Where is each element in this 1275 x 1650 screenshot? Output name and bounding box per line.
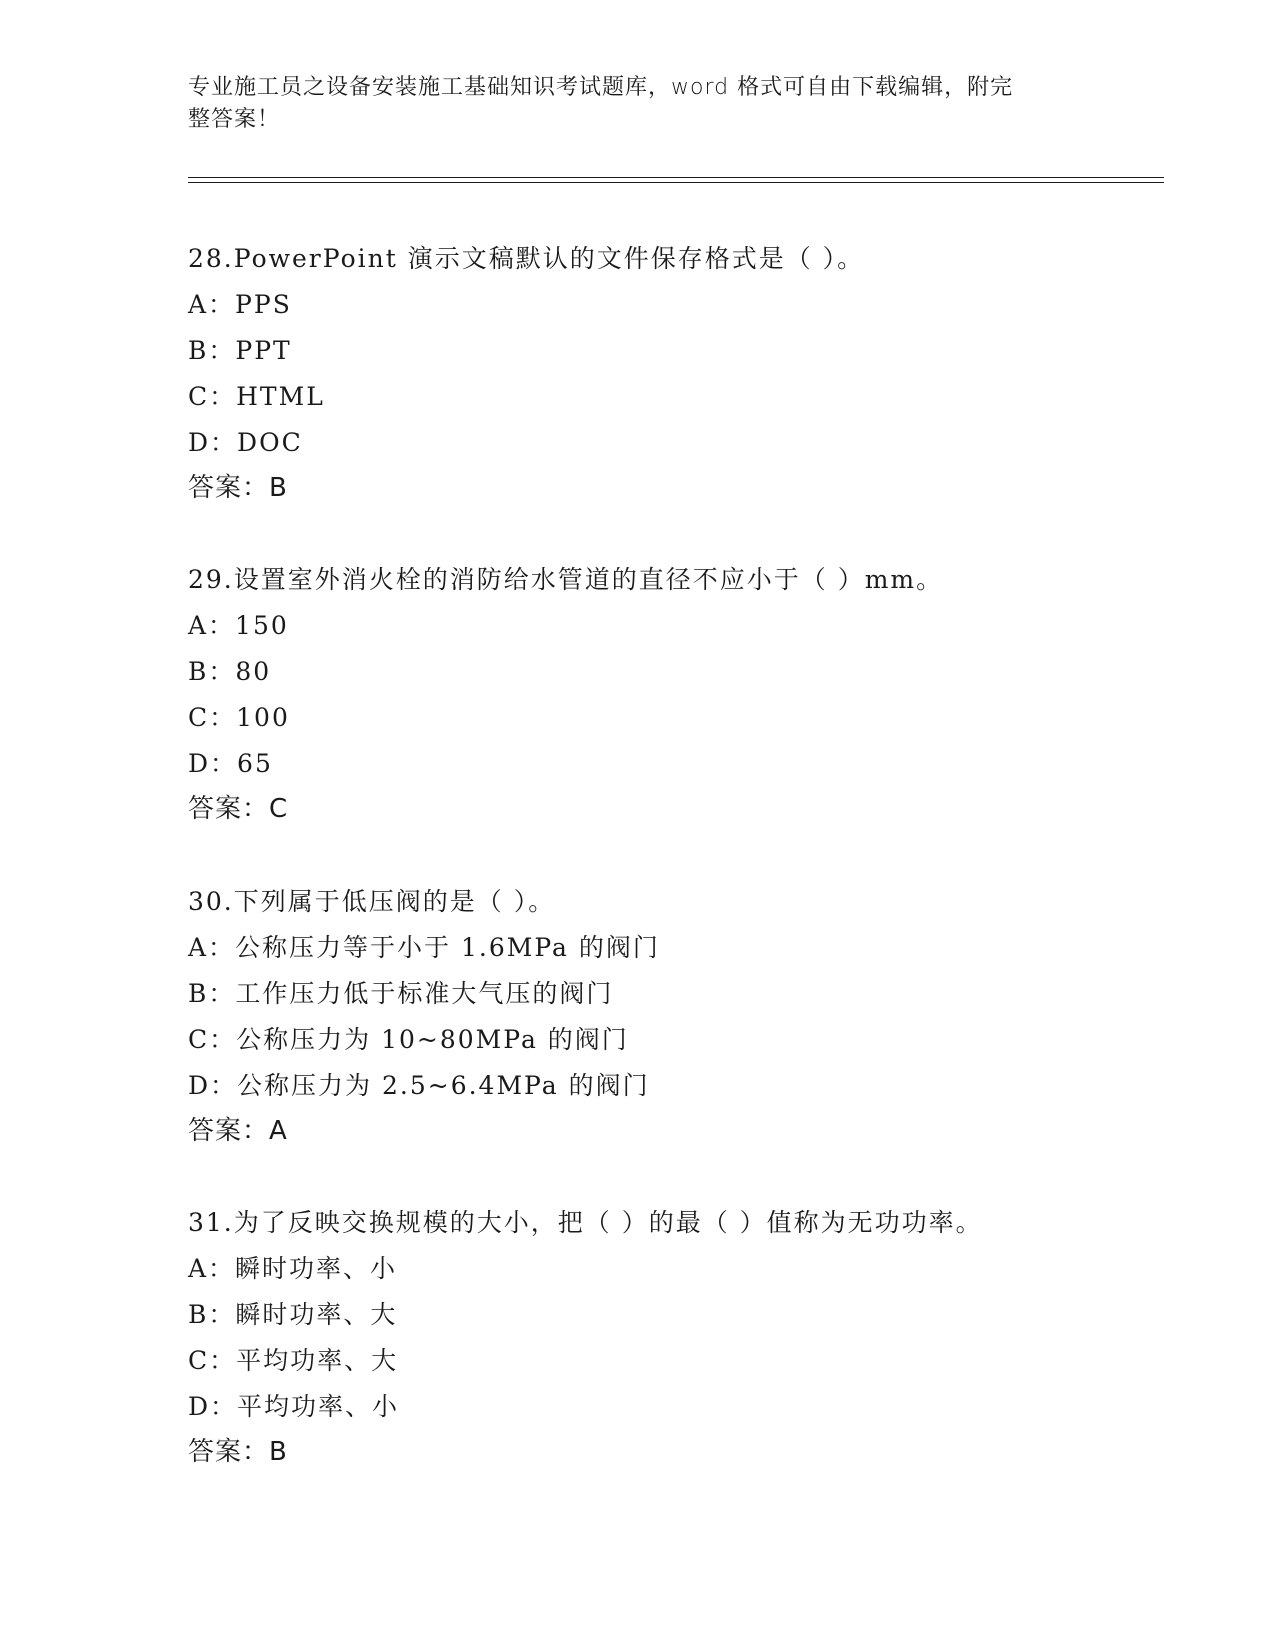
option-c: C：公称压力为 10~80MPa 的阀门 — [188, 1025, 629, 1054]
answer-label: 答案：C — [188, 794, 289, 824]
header-divider-top — [188, 177, 1164, 178]
option-a: A：瞬时功率、小 — [188, 1254, 398, 1283]
header-line-2: 整答案！ — [188, 107, 281, 132]
option-c: C：平均功率、大 — [188, 1346, 399, 1375]
option-b: B：80 — [188, 657, 272, 686]
option-d: D：平均功率、小 — [188, 1392, 400, 1421]
answer-label: 答案：B — [188, 473, 288, 503]
option-a: A：PPS — [188, 290, 292, 319]
header-line-1: 专业施工员之设备安装施工基础知识考试题库，word 格式可自由下载编辑，附完 — [188, 75, 1014, 100]
option-a: A：公称压力等于小于 1.6MPa 的阀门 — [188, 933, 660, 962]
question-title: 29.设置室外消火栓的消防给水管道的直径不应小于（ ）mm。 — [188, 565, 944, 594]
option-d: D：DOC — [188, 428, 303, 457]
question-title: 28.PowerPoint 演示文稿默认的文件保存格式是（ ）。 — [188, 244, 865, 273]
option-c: C：HTML — [188, 382, 325, 411]
option-b: B：PPT — [188, 336, 292, 365]
option-a: A：150 — [188, 611, 289, 640]
answer-label: 答案：A — [188, 1116, 288, 1146]
answer-label: 答案：B — [188, 1437, 288, 1467]
option-b: B：瞬时功率、大 — [188, 1300, 398, 1329]
document-header — [188, 72, 1068, 136]
option-c: C：100 — [188, 703, 290, 732]
question-title: 30.下列属于低压阀的是（ ）。 — [188, 887, 556, 916]
header-divider-bottom — [188, 182, 1164, 183]
option-b: B：工作压力低于标准大气压的阀门 — [188, 979, 614, 1008]
question-31 — [188, 1200, 1148, 1474]
option-d: D：公称压力为 2.5~6.4MPa 的阀门 — [188, 1071, 650, 1100]
question-30 — [188, 879, 1148, 1153]
option-d: D：65 — [188, 749, 273, 778]
question-28 — [188, 236, 1148, 510]
question-29 — [188, 557, 1148, 831]
question-title: 31.为了反映交换规模的大小，把（ ）的最（ ）值称为无功功率。 — [188, 1208, 983, 1237]
